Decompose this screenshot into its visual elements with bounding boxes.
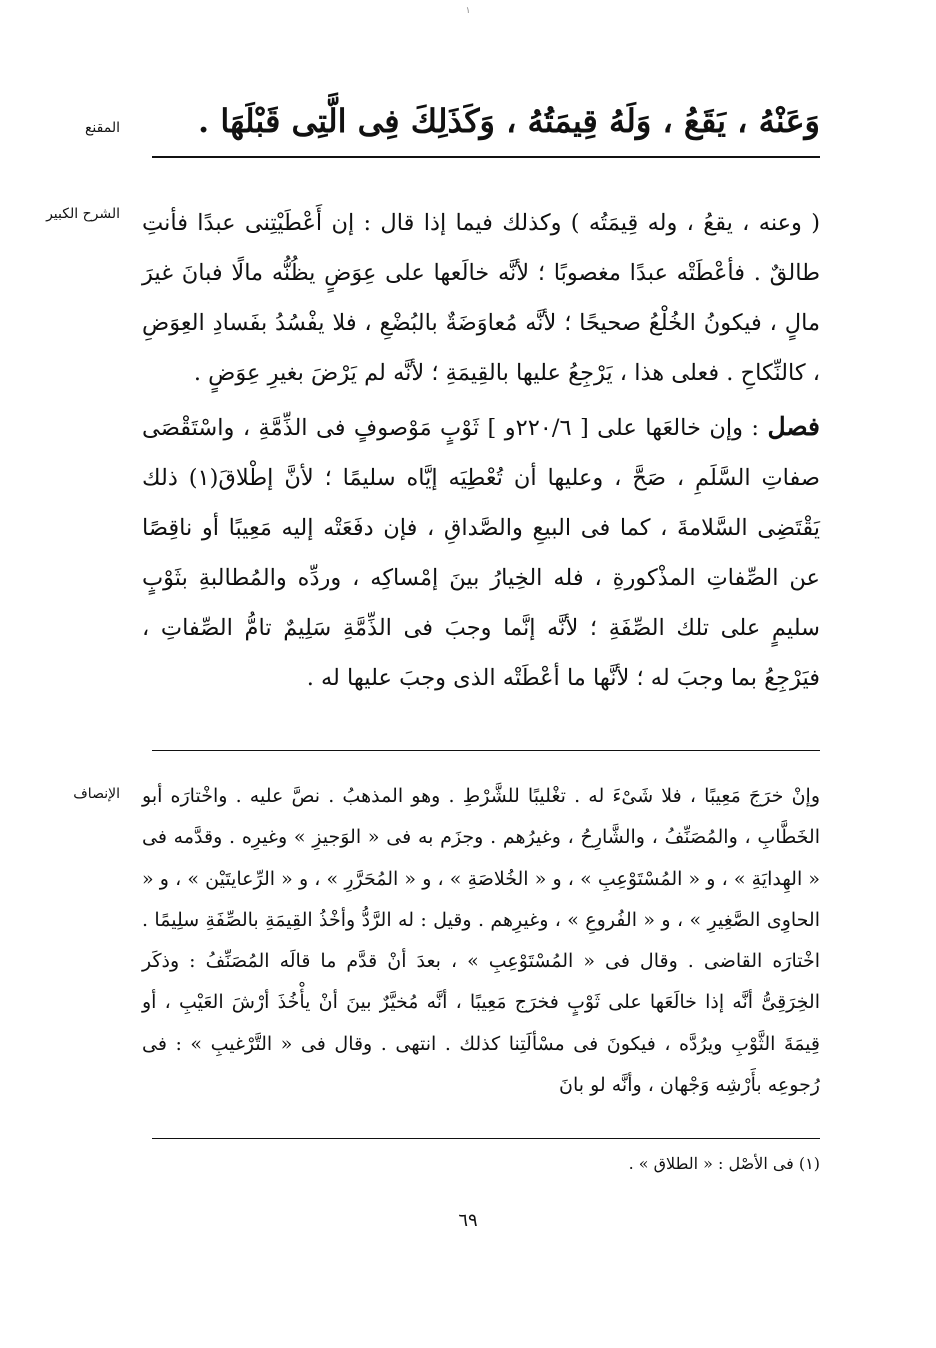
fasl-heading: فصل <box>767 412 821 441</box>
sharh-paragraph-2-text: : وإن خالعَها على [ ٢٢٠/٦و ] ثَوْبٍ مَوْصوفٍ فى الذِّمَّةِ ، واسْتَقْصَى صفاتِ السَّلَمِ ، صَحَّ ، وعليها أن تُعْطِيَه إيَّاه سليمًا ؛ لأنَّ إطْلاقَ(١) ذلك يَقْتَضِى السَّلامةَ ، كما فى البيعِ والصَّداقِ ، فإن دفَعَتْه إليه مَعِيبًا أو ناقِصًا عن الصِّفاتِ المذْكورةِ ، فله الخِيارُ بينَ إمْساكِه ، وردِّه والمُطالبةِ بثَوْبٍ سليمٍ على تلك الصِّفَةِ ؛ لأنَّه إنَّما وجبَ فى الذِّمَّةِ سَلِيمٌ تامُّ الصِّفاتِ ، فيَرْجِعُ بما وجبَ له ؛ لأنَّها ما أعْطَتْه الذى وجبَ عليها له . <box>142 415 820 691</box>
insaf-text: وإنْ خرَجَ مَعِيبًا ، فلا شَىْءَ له . تغْليبًا للشَّرْطِ . وهو المذهبُ . نصَّ عليه . واخْتارَه أبو الخَطَّابِ ، والمُصَنِّفُ ، والشَّارِحُ ، وغيرُهم . وجزَم به فى « الوَجيزِ » وغيرِه . وقدَّمه فى « الهِدايَةِ » ، و « المُسْتَوْعِبِ » ، و « الخُلاصَةِ » ، و « المُحَرَّرِ » ، و « الرِّعايتَيْن » ، و « الحاوِى الصَّغِيرِ » ، و « الفُروعِ » ، وغيرِهم . وقيل : له الرَّدُّ وأخْذُ القِيمَةِ بالصِّفَةِ سلِيمًا . اخْتارَه القاضى . وقال فى « المُسْتَوْعِبِ » ، بعدَ أنْ قدَّم ما قالَه المُصَنِّفُ : وذكَر الخِرَقِىُّ أنَّه إذا خالَعَها على ثَوْبٍ فخرَج مَعِيبًا ، أنَّه مُخيَّرٌ بينَ أنْ يأْخُذَ أرْشَ العَيْبِ ، أو قِيمَةَ الثَّوْبِ ويرُدَّه ، فيكونَ فى مسْألَتِنا كذلك . انتهى . وقال فى « التَّرْغيبِ » : فى رُجوعِه بأَرْشِه وَجْهان ، وأنَّه لو بانَ <box>142 785 820 1097</box>
label-sharh: الشرح الكبير <box>46 206 120 222</box>
sharh-section <box>142 198 820 703</box>
label-insaf: الإنصاف <box>73 786 120 802</box>
page-number: ٦٩ <box>458 1210 478 1231</box>
sharh-paragraph-1: ( وعنه ، يقعُ ، وله قِيمَتُه ) وكذلك فيما إذا قال : إن أَعْطَيْتِنى عبدًا فأنتِ طالقٌ . فأعْطَتْه عبدًا مغصوبًا ؛ لأنَّه خالَعها على عِوَضٍ يظُنُّه مالًا فبانَ غيرَ مالٍ ، فيكونُ الخُلْعُ صحيحًا ؛ لأنَّه مُعاوَضَةٌ بالبُضْعِ ، فلا يفْسُدُ بفَسادِ العِوَضِ ، كالنِّكاحِ . فعلى هذا ، يَرْجِعُ عليها بالقِيمَةِ ؛ لأنَّه لم يَرْضَ بغيرِ عِوَضٍ . <box>142 210 820 386</box>
sharh-paragraph-2 <box>142 402 820 703</box>
sharh-divider <box>152 750 820 751</box>
label-muqni: المقنع <box>84 120 120 136</box>
footnote: (١) فى الأصْل : « الطلاق » . <box>628 1154 820 1173</box>
footnote-divider <box>152 1138 820 1139</box>
matn-text: وَعَنْهُ ، يَقَعُ ، وَلَهُ قِيمَتُهُ ، وَكَذَلِكَ فِى الَّتِى قَبْلَهَا . <box>198 102 820 140</box>
matn-divider <box>152 156 820 158</box>
top-mark: ١ <box>465 6 471 16</box>
